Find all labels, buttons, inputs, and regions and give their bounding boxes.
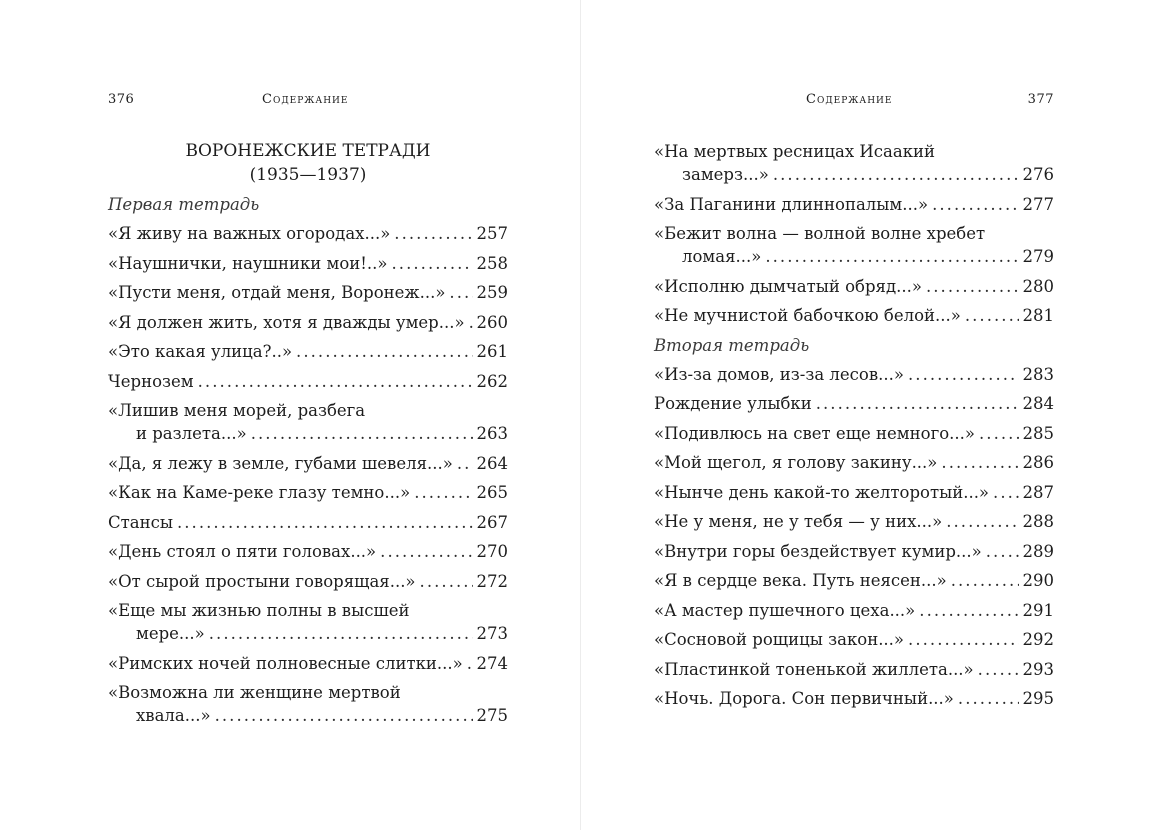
toc-entry-row bbox=[654, 481, 1054, 504]
left-toc-list bbox=[108, 193, 508, 734]
dot-leader bbox=[941, 451, 1018, 474]
toc-entry[interactable] bbox=[654, 451, 1054, 474]
toc-entry-page-number: 276 bbox=[1022, 165, 1054, 184]
toc-entry-page-number: 257 bbox=[476, 224, 508, 243]
right-toc-list bbox=[654, 140, 1054, 717]
toc-entry[interactable] bbox=[654, 193, 1054, 216]
toc-entry-page-number: 289 bbox=[1022, 541, 1054, 561]
toc-entry-title: «Пусти меня, отдай меня, Воронеж...» bbox=[108, 283, 446, 302]
left-running-title: Содержание bbox=[262, 92, 349, 107]
toc-entry-title: «Ночь. Дорога. Сон первичный...» bbox=[654, 689, 954, 708]
dot-leader bbox=[394, 222, 472, 245]
toc-entry[interactable] bbox=[108, 481, 508, 504]
toc-entry-row bbox=[654, 510, 1054, 533]
toc-entry-page-number: 258 bbox=[476, 253, 508, 273]
dot-leader bbox=[414, 481, 472, 504]
toc-entry[interactable] bbox=[654, 628, 1054, 651]
toc-entry-row bbox=[108, 422, 508, 445]
toc-entry[interactable] bbox=[654, 687, 1054, 710]
toc-entry-row bbox=[654, 599, 1054, 622]
toc-entry-row bbox=[108, 370, 508, 393]
toc-entry-page-number: 274 bbox=[476, 653, 508, 673]
toc-entry-title: «Не мучнистой бабочкою белой...» bbox=[654, 306, 961, 325]
toc-entry-row bbox=[654, 304, 1054, 327]
toc-entry-page-number: 270 bbox=[476, 542, 508, 561]
toc-entry-title: Чернозем bbox=[108, 371, 194, 391]
toc-entry-title: ломая...» bbox=[682, 247, 762, 266]
toc-entry-title-first-line: «Еще мы жизнью полны в высшей bbox=[108, 601, 410, 620]
toc-entry[interactable] bbox=[108, 599, 508, 645]
section-title bbox=[108, 139, 508, 187]
toc-entry-page-number: 277 bbox=[1022, 194, 1054, 214]
toc-entry-title: «Я должен жить, хотя я дважды умер...» bbox=[108, 312, 465, 332]
toc-entry-title: «От сырой простыни говорящая...» bbox=[108, 571, 416, 591]
toc-entry-title: и разлета...» bbox=[136, 424, 247, 443]
toc-entry[interactable] bbox=[654, 481, 1054, 504]
toc-entry-title: Рождение улыбки bbox=[654, 394, 812, 413]
dot-leader bbox=[198, 370, 473, 393]
toc-entry-row bbox=[108, 252, 508, 275]
dot-leader bbox=[296, 340, 472, 363]
toc-entry-row bbox=[654, 245, 1054, 268]
toc-entry-page-number: 285 bbox=[1022, 423, 1054, 443]
right-toc-group-second bbox=[654, 363, 1054, 711]
dot-leader bbox=[908, 363, 1019, 386]
toc-entry[interactable] bbox=[108, 222, 508, 245]
toc-entry[interactable] bbox=[654, 422, 1054, 445]
dot-leader bbox=[457, 452, 473, 475]
toc-entry-row bbox=[108, 222, 508, 245]
toc-entry-title: «Я живу на важных огородах...» bbox=[108, 224, 391, 243]
toc-entry-row bbox=[654, 193, 1054, 216]
toc-entry-page-number: 264 bbox=[476, 453, 508, 473]
dot-leader bbox=[765, 245, 1018, 268]
toc-entry-page-number: 290 bbox=[1022, 571, 1054, 590]
dot-leader bbox=[251, 422, 473, 445]
toc-entry-page-number: 293 bbox=[1022, 659, 1054, 679]
dot-leader bbox=[177, 511, 473, 534]
toc-entry-row bbox=[654, 163, 1054, 186]
toc-entry-row bbox=[108, 281, 508, 304]
dot-leader bbox=[932, 193, 1018, 216]
dot-leader bbox=[979, 422, 1019, 445]
toc-entry-page-number: 273 bbox=[476, 624, 508, 643]
dot-leader bbox=[449, 281, 472, 304]
toc-entry-page-number: 287 bbox=[1022, 482, 1054, 502]
toc-entry-page-number: 261 bbox=[476, 342, 508, 361]
toc-entry[interactable] bbox=[654, 222, 1054, 268]
dot-leader bbox=[392, 252, 473, 275]
toc-entry-row bbox=[654, 451, 1054, 474]
subsection-heading: Вторая тетрадь bbox=[654, 335, 810, 355]
toc-entry-row bbox=[654, 658, 1054, 681]
toc-entry-page-number: 279 bbox=[1022, 247, 1054, 266]
dot-leader bbox=[816, 392, 1019, 415]
toc-entry-row bbox=[108, 540, 508, 563]
toc-entry-row bbox=[108, 622, 508, 645]
toc-entry-title: «Да, я лежу в земле, губами шевеля...» bbox=[108, 453, 453, 473]
toc-entry[interactable] bbox=[108, 370, 508, 393]
toc-entry[interactable] bbox=[654, 540, 1054, 563]
toc-entry[interactable] bbox=[654, 304, 1054, 327]
toc-entry[interactable] bbox=[654, 658, 1054, 681]
toc-entry[interactable] bbox=[108, 511, 508, 534]
toc-entry-row bbox=[108, 570, 508, 593]
dot-leader bbox=[978, 658, 1019, 681]
dot-leader bbox=[965, 304, 1019, 327]
toc-entry-title: «Как на Каме-реке глазу темно...» bbox=[108, 483, 411, 502]
toc-entry[interactable] bbox=[654, 275, 1054, 298]
toc-entry-page-number: 288 bbox=[1022, 512, 1054, 531]
toc-entry[interactable] bbox=[108, 681, 508, 727]
toc-entry-title: «За Паганини длиннопалым...» bbox=[654, 194, 929, 214]
dot-leader bbox=[986, 540, 1019, 563]
toc-entry[interactable] bbox=[108, 281, 508, 304]
dot-leader bbox=[946, 510, 1018, 533]
toc-entry-title-first-line: «На мертвых ресницах Исаакий bbox=[654, 142, 935, 161]
right-page-number: 377 bbox=[1027, 92, 1054, 107]
dot-leader bbox=[209, 622, 473, 645]
dot-leader bbox=[993, 481, 1018, 504]
toc-entry-page-number: 263 bbox=[476, 424, 508, 443]
toc-entry-title: «Это какая улица?..» bbox=[108, 342, 293, 361]
section-title-line1: ВОРОНЕЖСКИЕ ТЕТРАДИ bbox=[185, 141, 431, 161]
toc-entry-title: «Я в сердце века. Путь неясен...» bbox=[654, 571, 947, 590]
dot-leader bbox=[926, 275, 1019, 298]
dot-leader bbox=[958, 687, 1019, 710]
toc-entry-title: «Наушнички, наушники мои!..» bbox=[108, 253, 388, 273]
toc-entry-page-number: 265 bbox=[476, 483, 508, 502]
toc-entry-page-number: 286 bbox=[1022, 453, 1054, 472]
toc-entry-title: «Не у меня, не у тебя — у них...» bbox=[654, 512, 943, 531]
toc-entry-row bbox=[654, 628, 1054, 651]
toc-entry-row bbox=[654, 363, 1054, 386]
toc-entry-row bbox=[108, 452, 508, 475]
toc-entry-page-number: 259 bbox=[476, 283, 508, 302]
toc-entry-title: мере...» bbox=[136, 624, 205, 643]
dot-leader bbox=[215, 704, 473, 727]
dot-leader bbox=[420, 570, 473, 593]
right-running-title: Содержание bbox=[806, 92, 893, 107]
toc-entry-page-number: 284 bbox=[1022, 394, 1054, 413]
right-toc-group-first bbox=[654, 140, 1054, 327]
dot-leader bbox=[469, 311, 473, 334]
toc-entry-row bbox=[108, 652, 508, 675]
dot-leader bbox=[951, 569, 1019, 592]
toc-entry[interactable] bbox=[108, 252, 508, 275]
toc-entry-row bbox=[108, 704, 508, 727]
toc-entry-row bbox=[654, 540, 1054, 563]
toc-entry[interactable] bbox=[654, 510, 1054, 533]
toc-entry-title-first-line: «Бежит волна — волной волне хребет bbox=[654, 224, 986, 243]
left-page-number: 376 bbox=[108, 92, 135, 107]
toc-entry-page-number: 281 bbox=[1022, 306, 1054, 325]
toc-entry-title: «Римских ночей полновесные слитки...» bbox=[108, 653, 463, 673]
toc-entry[interactable] bbox=[654, 392, 1054, 415]
toc-entry-page-number: 275 bbox=[476, 706, 508, 725]
toc-entry[interactable] bbox=[108, 652, 508, 675]
toc-entry-row bbox=[654, 569, 1054, 592]
toc-entry-title: хвала...» bbox=[136, 706, 211, 725]
toc-entry-row bbox=[654, 275, 1054, 298]
toc-entry-row bbox=[654, 422, 1054, 445]
toc-entry-page-number: 292 bbox=[1022, 630, 1054, 649]
toc-entry-row bbox=[654, 392, 1054, 415]
toc-entry[interactable] bbox=[654, 569, 1054, 592]
toc-entry-title-first-line: «Возможна ли женщине мертвой bbox=[108, 683, 401, 702]
toc-entry-page-number: 280 bbox=[1022, 276, 1054, 296]
toc-entry-page-number: 260 bbox=[476, 312, 508, 332]
toc-entry-title: «А мастер пушечного цеха...» bbox=[654, 600, 916, 620]
right-running-head bbox=[654, 90, 1054, 110]
toc-entry-title: «Пластинкой тоненькой жиллета...» bbox=[654, 659, 974, 679]
toc-entry[interactable] bbox=[654, 363, 1054, 386]
toc-entry-row bbox=[654, 687, 1054, 710]
dot-leader bbox=[919, 599, 1018, 622]
toc-entry-title: «Внутри горы бездействует кумир...» bbox=[654, 541, 982, 561]
toc-entry[interactable] bbox=[108, 311, 508, 334]
toc-entry[interactable] bbox=[654, 599, 1054, 622]
toc-entry-page-number: 272 bbox=[476, 571, 508, 591]
toc-entry[interactable] bbox=[108, 570, 508, 593]
toc-entry-title: «Подивлюсь на свет еще немного...» bbox=[654, 423, 975, 443]
toc-entry[interactable] bbox=[108, 452, 508, 475]
toc-entry-page-number: 291 bbox=[1022, 600, 1054, 620]
toc-entry-page-number: 267 bbox=[476, 512, 508, 532]
toc-entry-title: «Из-за домов, из-за лесов...» bbox=[654, 364, 904, 384]
section-title-years: (1935—1937) bbox=[249, 165, 367, 185]
toc-entry[interactable] bbox=[108, 540, 508, 563]
toc-entry[interactable] bbox=[108, 340, 508, 363]
dot-leader bbox=[773, 163, 1019, 186]
toc-entry-title: «Мой щегол, я голову закину...» bbox=[654, 453, 938, 472]
toc-entry-page-number: 295 bbox=[1022, 689, 1054, 708]
toc-entry-page-number: 283 bbox=[1022, 364, 1054, 384]
toc-entry-title: «Нынче день какой-то желторотый...» bbox=[654, 482, 990, 502]
toc-entry[interactable] bbox=[108, 399, 508, 445]
subsection-heading: Первая тетрадь bbox=[108, 195, 260, 214]
toc-entry-page-number: 262 bbox=[476, 371, 508, 391]
toc-entry-title: «Сосновой рощицы закон...» bbox=[654, 630, 905, 649]
toc-entry-row bbox=[108, 311, 508, 334]
left-running-head bbox=[108, 90, 508, 110]
dot-leader bbox=[380, 540, 472, 563]
dot-leader bbox=[908, 628, 1018, 651]
dot-leader bbox=[467, 652, 473, 675]
toc-entry-row bbox=[108, 340, 508, 363]
toc-entry-title: «День стоял о пяти головах...» bbox=[108, 542, 377, 561]
page-gutter bbox=[580, 0, 581, 830]
toc-entry-row bbox=[108, 481, 508, 504]
toc-entry-row bbox=[108, 511, 508, 534]
toc-entry[interactable] bbox=[654, 140, 1054, 186]
toc-entry-title: замерз...» bbox=[682, 165, 769, 184]
toc-entry-title: Стансы bbox=[108, 512, 173, 532]
toc-entry-title: «Исполню дымчатый обряд...» bbox=[654, 276, 922, 296]
toc-entry-title-first-line: «Лишив меня морей, разбега bbox=[108, 401, 366, 420]
